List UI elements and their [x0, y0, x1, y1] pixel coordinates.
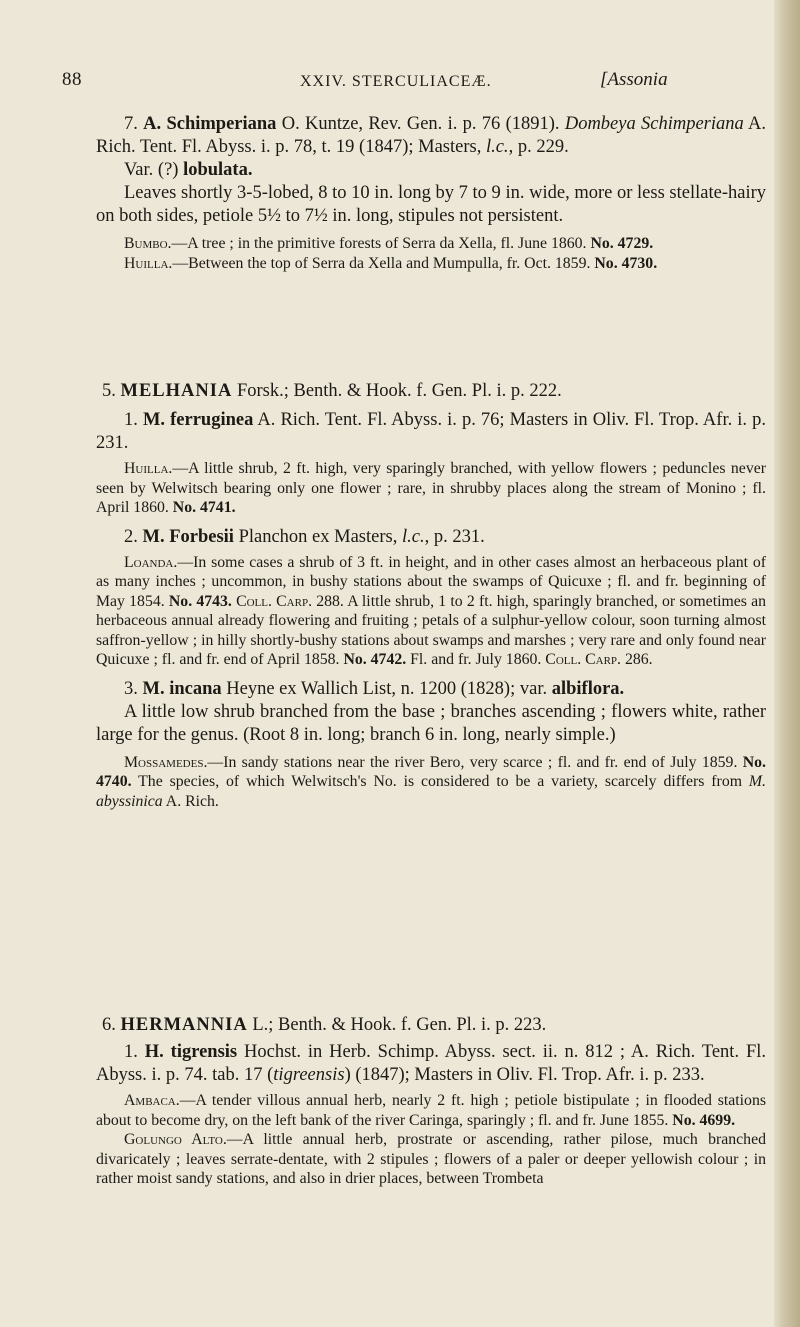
genus-name: MELHANIA	[120, 381, 233, 401]
species-name: M. Forbesii	[142, 526, 234, 547]
genus-entry-hermannia	[96, 1014, 766, 1189]
species-name: A. Schimperiana	[143, 114, 277, 134]
species-description: Leaves shortly 3-5-lobed, 8 to 10 in. long by 7 to 9 in. wide, more or less stellate-hairy on both sides, petiole 5½ to 7½ in. long, stipules not persistent.	[96, 183, 766, 226]
locality-ambaca: Ambaca.—A tender villous annual herb, nearly 2 ft. high ; petiole bistipulate ; in flooded stations about to become dry, on the left bank of the river Caringa, sparingly ; fl. and fr. June 1855. No. 4699.	[96, 1092, 766, 1129]
locality-bumbo: Bumbo.—A tree ; in the primitive forests of Serra da Xella, fl. June 1860. No. 4729.	[124, 235, 654, 252]
species-name: H. tigrensis	[144, 1042, 238, 1062]
section-heading: [Assonia	[600, 69, 668, 90]
variety-heading: Var. (?) lobulata.	[124, 160, 253, 180]
genus-entry-melhania	[96, 380, 766, 811]
species-heading: 7. A. Schimperiana O. Kuntze, Rev. Gen. i. p. 76 (1891). Dombeya Schimperiana A. Rich. Tent. Fl. Abyss. i. p. 78, t. 19 (1847); Masters, l.c., p. 229.	[96, 114, 767, 157]
synonym: Dombeya Schimperiana	[564, 114, 744, 134]
page-number: 88	[62, 69, 82, 90]
species-heading: 1. H. tigrensis Hochst. in Herb. Schimp. Abyss. sect. ii. n. 812 ; A. Rich. Tent. Fl. Abyss. i. p. 74. tab. 17 (tigreensis) (1847); Masters in Oliv. Fl. Trop. Afr. i. p. 233.	[96, 1042, 767, 1085]
species-name: M. ferruginea	[142, 410, 254, 430]
genus-name: HERMANNIA	[120, 1015, 248, 1035]
species-heading: 2. M. Forbesii Planchon ex Masters, l.c., p. 231.	[124, 526, 485, 547]
running-title: XXIV. STERCULIACEÆ.	[300, 73, 492, 90]
locality-mossamedes: Mossamedes.—In sandy stations near the river Bero, very scarce ; fl. and fr. end of July 1859. No. 4740. The species, of which Welwitsch's No. is considered to be a variety, scarcely differs from M. abyssinica A. Rich.	[96, 753, 766, 810]
genus-heading: 6. HERMANNIA L.; Benth. & Hook. f. Gen. Pl. i. p. 223.	[102, 1015, 547, 1035]
locality-loanda: Loanda.—In some cases a shrub of 3 ft. in height, and in other cases almost an herbaceous plant of as many inches ; uncommon, in bushy stations about the swamps of Quicuxe ; fl. and fr. beginning of May 1854. No. 4743. Coll. Carp. 288. A little shrub, 1 to 2 ft. high, sparingly branched, or sometimes an herbaceous annual already flowering and fruiting ; petals of a sulphur-yellow colour, soon turning almost saffron-yellow ; in hilly shortly-bushy stations about swamps and marshes ; very rare and only found near Quicuxe ; fl. and fr. end of April 1858. No. 4742. Fl. and fr. July 1860. Coll. Carp. 286.	[96, 553, 767, 668]
species-entry-schimperiana	[96, 113, 766, 273]
genus-heading: 5. MELHANIA Forsk.; Benth. & Hook. f. Gen. Pl. i. p. 222.	[102, 381, 562, 401]
locality-golungo-alto: Golungo Alto.—A little annual herb, prostrate or ascending, rather pilose, much branched divaricately ; leaves serrate-dentate, with 2 stipules ; flowers of a paler or deeper yellowish colour ; in rather moist sandy stations, and also in drier places, between Trombeta	[96, 1131, 766, 1187]
species-description: A little low shrub branched from the base ; branches ascending ; flowers white, rather large for the genus. (Root 8 in. long; branch 6 in. long, nearly simple.)	[96, 701, 766, 745]
species-name: M. incana	[142, 678, 222, 699]
species-heading: 3. M. incana Heyne ex Wallich List, n. 1200 (1828); var. albiflora.	[124, 678, 625, 699]
species-heading: 1. M. ferruginea A. Rich. Tent. Fl. Abyss. i. p. 76; Masters in Oliv. Fl. Trop. Afr. i. p. 231.	[96, 410, 767, 453]
locality-huilla: Huilla.—Between the top of Serra da Xella and Mumpulla, fr. Oct. 1859. No. 4730.	[124, 254, 658, 272]
locality-huilla: Huilla.—A little shrub, 2 ft. high, very sparingly branched, with yellow flowers ; peduncles never seen by Welwitsch bearing only one flower ; rare, in shrubby places along the stream of Monino ; fl. April 1860. No. 4741.	[96, 460, 766, 516]
page-edge-shadow	[774, 0, 800, 1327]
